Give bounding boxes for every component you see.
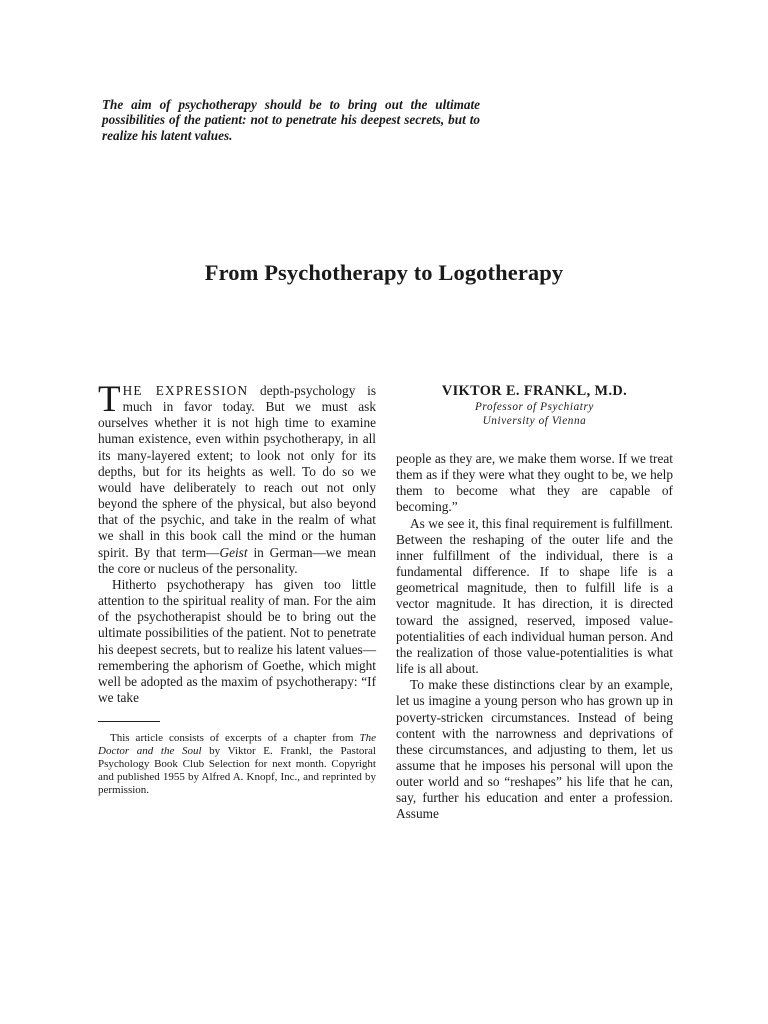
body-paragraph-5: To make these distinctions clear by an example, let us imagine a young person who has grown up in poverty-stricken circumstances. Instead of being content with the narrowness and deprivations of these circumstances, and adjusting to them, let us assume that he imposes his personal will upon the outer world and so “reshapes” his life that he can, say, further his education and enter a profession. Assume [396,677,673,822]
paragraph-text: depth-psychology is much in favor today. But we must ask ourselves whether it is not high time to examine human existence, even within psychotherapy, in all its many-layered extent; to look not only for its depths, but for its heights as well. To do so we would have deliberately to reach out not only beyond the sphere of the physical, but also beyond that of the psychic, and take in the realm of what we shall in this book call the mind or the human spirit. By that term— [98,383,376,560]
author-name: VIKTOR E. FRANKL, M.D. [441,383,628,399]
italic-term: Geist [219,544,248,560]
footnote-divider [98,721,160,722]
epigraph: The aim of psychotherapy should be to bring out the ultimate possibilities of the patient: not to penetrate his deepest secrets, but to realize his latent values. [102,97,480,143]
article-title: From Psychotherapy to Logotherapy [204,260,564,285]
right-column [396,383,673,823]
author-institution: University of Vienna [482,414,587,427]
footnote-text: This article consists of excerpts of a chapter from [110,732,360,745]
body-paragraph-4: As we see it, this final requirement is fulfillment. Between the reshaping of the outer life and the inner fulfillment of the individual, there is a fundamental difference. If to shape life is a geometrical magnitude, then to fulfill life is a vector magnitude. It has direction, it is directed toward the assigned, reserved, imposed value-potentialities of each individual human person. And the realization of those value-potentialities is what life is all about. [396,515,673,677]
author-position: Professor of Psychiatry [474,401,595,413]
body-paragraph-2: Hitherto psychotherapy has given too little attention to the spiritual reality of man. For the aim of the psychotherapist should be to bring out the ultimate possibilities of the patient. Not to penetrate his deepest secrets, but to realize his latent values—remembering the aphorism of Goethe, which might well be adopted as the maxim of psychotherapy: “If we take [98,576,376,705]
body-paragraph-1 [98,379,376,577]
footnote [98,732,376,797]
body-paragraph-3: people as they are, we make them worse. If we treat them as if they were what they ought to be, we help them to become what they are capable of becoming.” [396,451,673,515]
book-title: The Doctor and the Soul [98,732,376,758]
drop-cap: T [98,379,121,420]
left-column [98,379,376,797]
footnote-text: by Viktor E. Frankl, the Pastoral Psychology Book Club Selection for next month. Copyright and published 1955 by Alfred A. Knopf, Inc., and reprinted by permission. [98,745,376,797]
paragraph-text: in German—we mean the core or nucleus of the personality. [98,544,376,576]
lead-smallcaps: HE EXPRESSION [122,383,249,398]
